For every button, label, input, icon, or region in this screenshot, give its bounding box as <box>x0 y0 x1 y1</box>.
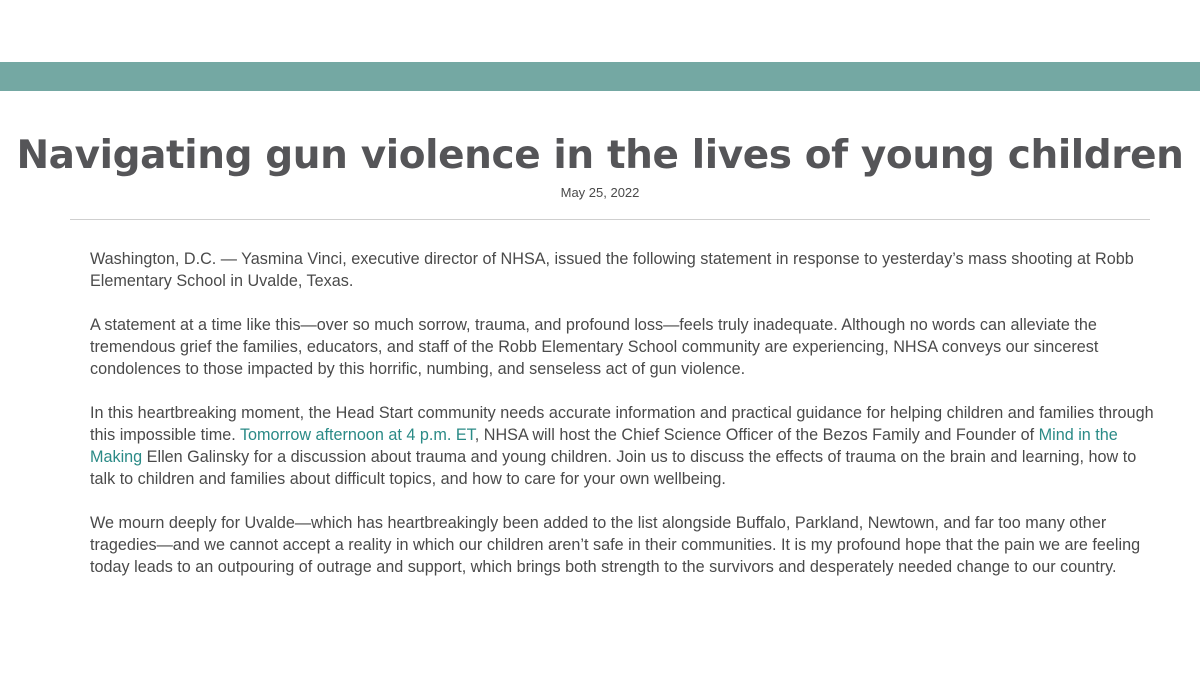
mind-in-the-making-link[interactable]: Mind in the Making <box>90 426 1118 466</box>
paragraph-3-text-3: Ellen Galinsky for a discussion about trauma and young children. Join us to discuss the effects of trauma on the brain and learning, how to talk to children and families about difficult topics, and how to care for your own wellbeing. <box>90 448 1137 488</box>
paragraph-2: A statement at a time like this—over so much sorrow, trauma, and profound loss—feels truly inadequate. Although no words can alleviate the tremendous grief the families, educators, and staff of the Robb Elementary School community are experiencing, NHSA conveys our sincerest condolences to those impacted by this horrific, numbing, and senseless act of gun violence. <box>90 316 1099 378</box>
webinar-time-link[interactable]: Tomorrow afternoon at 4 p.m. ET <box>239 426 475 444</box>
paragraph-3-text-2: , NHSA will host the Chief Science Officer of the Bezos Family and Founder of <box>474 426 1039 444</box>
header-band <box>0 62 1200 91</box>
page-title: Navigating gun violence in the lives of young children <box>16 133 1184 178</box>
paragraph-1: Washington, D.C. — Yasmina Vinci, executive director of NHSA, issued the following statement in response to yesterday’s mass shooting at Robb Elementary School in Uvalde, Texas. <box>90 250 1134 290</box>
article-body <box>90 248 1160 600</box>
divider <box>70 219 1150 220</box>
publish-date: May 25, 2022 <box>560 185 640 200</box>
paragraph-3 <box>90 402 1160 490</box>
paragraph-3-text-1: In this heartbreaking moment, the Head Start community needs accurate information and practical guidance for helping children and families through this impossible time. <box>90 404 1154 444</box>
paragraph-4: We mourn deeply for Uvalde—which has heartbreakingly been added to the list alongside Buffalo, Parkland, Newtown, and far too many other tragedies—and we cannot accept a reality in which our children aren’t safe in their communities. It is my profound hope that the pain we are feeling today leads to an outpouring of outrage and support, which brings both strength to the survivors and desperately needed change to our country. <box>90 514 1141 576</box>
